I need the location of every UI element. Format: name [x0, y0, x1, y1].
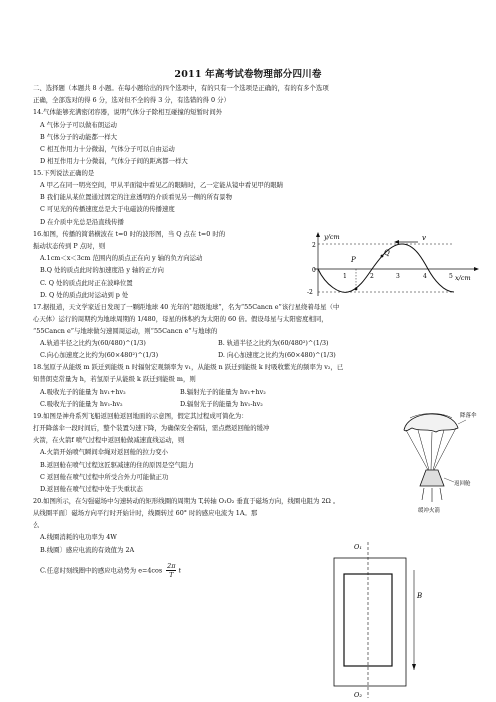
q20-option-b: B.线圈〕感应电流的有效值为 2A: [40, 546, 135, 554]
q19-option-a: A.火箭开始喷气瞬间伞绳对返回舱的拉力变小: [40, 448, 169, 456]
question-16-stem-1: 16.如图，传播的简谐横波在 t=0 时的波形图，当 Q 点在 t=0 时的: [33, 230, 226, 238]
axis-bottom-label: O₂: [354, 691, 362, 699]
q17-option-b: B. 轨道半径之比约为(60/480²)^(1/3): [218, 339, 329, 347]
capsule-label: 返回舱: [454, 481, 471, 487]
x-tick-label: 5: [449, 273, 453, 280]
point-p-label: P: [351, 256, 356, 264]
coil-figure: [320, 540, 432, 700]
question-20-stem-3: 么: [33, 521, 40, 529]
question-19-stem-1: 19.如图是神舟系列飞船返回舱返回地面的示意图，假定其过程成可简化为：: [33, 412, 248, 420]
suspension-line: [418, 430, 429, 470]
question-19-stem-2: 打开降落伞一段时间后，整个装置匀速下降，为确保安全着陆，需点燃返回舱的缓冲: [33, 424, 270, 432]
return-capsule: [420, 470, 444, 486]
fraction-denominator: T: [169, 571, 174, 579]
x-tick-label: 3: [396, 273, 400, 280]
question-14-stem: 14.气体能够充满密闭容器，说明气体分子除相互碰撞的短暂时间外: [33, 108, 223, 116]
field-arrow: [412, 664, 416, 670]
y-axis-arrow: [316, 232, 320, 237]
x-axis-label: x/cm: [455, 274, 471, 282]
suspension-line: [431, 432, 432, 470]
q14-option-b: B 气体分子的动能都一样大: [40, 133, 118, 141]
q20-option-a: A.线圈消耗的电功率为 4W: [40, 533, 117, 541]
y-tick-label: 0: [312, 267, 316, 274]
y-tick-label: 2: [312, 242, 316, 249]
page-title: 2011 年高考试卷物理部分四川卷: [174, 69, 322, 80]
q18-option-d: D.辐射光子的能量为 hv₁-hv₂: [180, 400, 263, 408]
q20-option-c: [40, 562, 181, 579]
fraction: [166, 562, 176, 579]
field-region: [334, 558, 406, 686]
point-p-marker: [355, 288, 358, 291]
y-tick-label: -2: [307, 289, 313, 296]
q15-option-b: B 我们能从某位置通过固定的注意透明的介质看见另一侧的所有景物: [40, 193, 233, 201]
q15-option-c: C 可见光的传播速度总是大于电磁波的传播速度: [40, 205, 175, 213]
parachute-leader: [458, 420, 466, 424]
question-17-stem-3: “55Cancn e”与地球做匀速圆周运动，则“55Cancn e”与地球的: [33, 327, 218, 335]
q14-option-c: C 相互作用力十分微弱，气体分子可以自由运动: [40, 145, 175, 153]
axis-top-label: O₁: [354, 543, 362, 551]
q17-option-c: C.向心加速度之比约为(60×480²)^(1/3): [40, 351, 159, 359]
question-20-stem-1: 20.如图所示，在匀强磁场中匀速转动的矩形线圈的周期为 T,转轴 O₁O₂ 垂直于磁场方向，线圈电阻为 2Ω 。: [33, 497, 340, 505]
x-axis-arrow: [474, 267, 479, 271]
q19-option-d: D.返回舱在喷气过程中处于失重状态: [40, 485, 143, 493]
question-18-stem-2: 知普朗克常量为 h，若氢原子从能级 k 跃迁到能级 m，则: [33, 375, 196, 383]
rocket-label: 缓冲火箭: [418, 508, 441, 514]
question-18-stem-1: 18.氢原子从能级 m 跃迁到能级 n 时辐射宏观频率为 v₁，从能级 n 跃迁到能级 k 时吸收紫光的频率为 v₂，已: [33, 363, 344, 371]
q14-option-d: D 相互作用力十分微弱，气体分子间的距离都一样大: [40, 157, 188, 165]
question-17-stem-1: 17.据报道，天文学家近日发现了一颗距地球 40 光年的“超级地球”，名为“55Cancn e”该行星绕着母星（中: [33, 303, 340, 311]
q14-option-a: A 气体分子可以做布朗运动: [40, 121, 117, 129]
point-q-marker: [381, 255, 384, 258]
suspension-line: [434, 428, 456, 470]
rocket-exhaust: [422, 488, 442, 502]
question-15-stem: 15.下列说法正确的是: [33, 169, 95, 177]
q20-option-c-text: C.任意时刻线圈中的感应电动势为 e=4cos: [40, 566, 163, 575]
field-label: B: [417, 592, 423, 600]
question-16-stem-2: 振动状态传到 P 点时，则: [33, 242, 106, 250]
q17-option-d: D. 向心加速度之比约为(60×480)^(1/3): [218, 351, 336, 359]
capsule-figure: [398, 408, 482, 528]
fraction-numerator: 2π: [167, 562, 176, 570]
q16-option-d: D. Q 处的质点此时运动到 p 处: [40, 291, 129, 299]
formula-variable: t: [178, 566, 182, 575]
parachute-label: 降落伞: [460, 413, 477, 419]
capsule-leader: [444, 478, 454, 482]
point-q-label: Q: [384, 249, 390, 257]
q15-option-a: A 甲乙在同一明亮空间，甲从平面镜中看见乙的眼睛时，乙一定能从镜中看见甲的眼睛: [40, 181, 284, 189]
suspension-line: [433, 430, 444, 470]
question-20-stem-2: 从线圈平面〕磁场方向平行时开始计时，线圈转过 60° 时的感应电流为 1A。那: [33, 509, 258, 517]
wave-graph-figure: [304, 230, 484, 298]
question-19-stem-3: 火箭，在火箭f 喷气过程中返回舱做减速直线运动，则: [33, 436, 185, 444]
q19-option-b: B.返回舱在喷气过程这匠驱减速的住的原因是空气阻力: [40, 461, 194, 469]
x-tick-label: 4: [423, 273, 427, 280]
velocity-arrow-head: [394, 240, 399, 244]
velocity-label: v: [422, 234, 426, 242]
section-intro-line-1: 二、选择题（本题共 8 小题。在每小题给出的四个选项中，有的只有一个选项是正确的，有的有多个选项: [33, 84, 329, 92]
q18-option-a: A.吸收光子的能量为 hv₁+hv₂: [40, 388, 126, 396]
q18-option-c: C.吸收光子的能量为 hv₁-hv₂: [40, 400, 123, 408]
q15-option-d: D 在介质中光总是沿直线传播: [40, 218, 124, 226]
suspension-line: [406, 430, 428, 470]
q19-option-c: C 返回舱在喷气过程中所受合外力可能做正功: [40, 473, 169, 481]
q16-option-b: B.Q 处的质点此时的加速度沿 y 轴的正方向: [40, 266, 164, 274]
x-tick-label: 1: [343, 273, 347, 280]
section-intro-line-2: 正确，全部选对的得 6 分，选对但不全的得 3 分，有选错的得 0 分）: [33, 96, 230, 104]
q16-option-c: C. Q 处的质点此时正在波峰位置: [40, 279, 133, 287]
q18-option-b: B.辐射光子的能量为 hv₁+hv₂: [180, 388, 266, 396]
q17-option-a: A.轨道半径之比约为(60/480)^(1/3): [40, 339, 146, 347]
x-tick-label: 2: [370, 273, 374, 280]
y-axis-label: y/cm: [324, 233, 340, 241]
q16-option-a: A.1cm＜x＜3cm 范围内的质点正在向 y 轴的负方向运动: [40, 254, 203, 262]
question-17-stem-2: 心天体）运行的周期约为地球周期的 1/480，母星的体积约为太阳的 60 倍。假设母星与太阳密度相同，: [33, 315, 328, 323]
